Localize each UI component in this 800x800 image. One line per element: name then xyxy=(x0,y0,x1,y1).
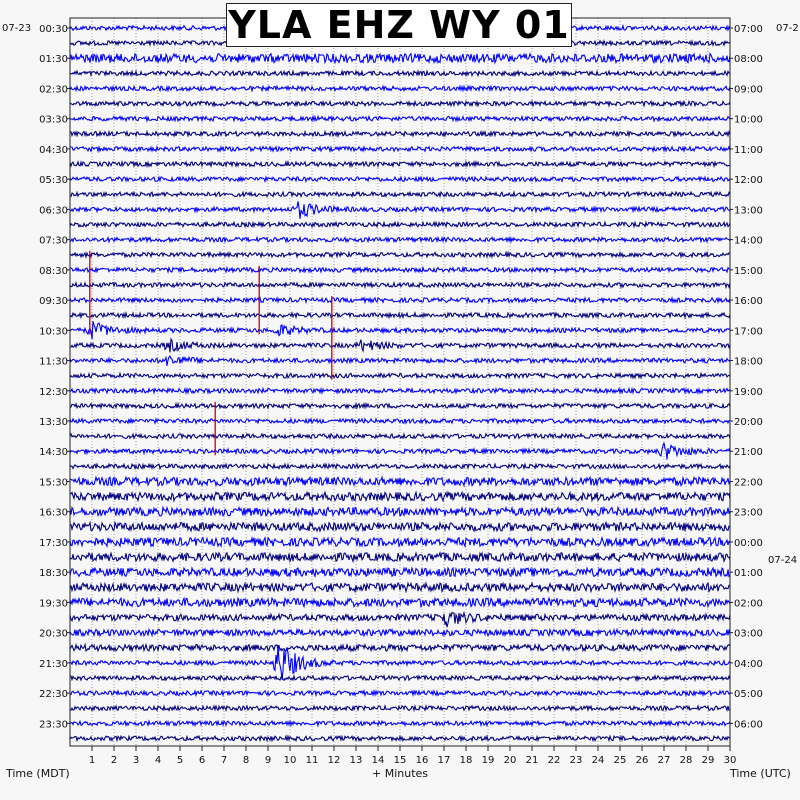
left-time-label: 14:30 xyxy=(39,447,68,459)
left-time-label: 21:30 xyxy=(39,658,68,670)
left-time-label: 19:30 xyxy=(39,598,68,610)
left-time-label: 05:30 xyxy=(39,175,68,187)
right-axis-title: Time (UTC) xyxy=(730,767,791,780)
seismic-trace xyxy=(70,54,730,63)
trace-layer xyxy=(70,26,730,741)
right-time-label: 05:00 xyxy=(734,689,763,701)
x-tick-label: 22 xyxy=(547,755,561,766)
right-date-label: 07-24 xyxy=(768,555,798,566)
x-tick-label: 5 xyxy=(176,755,184,766)
left-time-label: 04:30 xyxy=(39,144,68,156)
x-tick-label: 16 xyxy=(415,755,429,766)
right-time-label: 20:00 xyxy=(734,417,763,429)
right-time-label: 07:00 xyxy=(734,24,763,35)
left-time-axis xyxy=(39,24,70,730)
left-time-label: 00:30 xyxy=(39,24,68,35)
right-time-label: 22:00 xyxy=(734,477,763,489)
x-tick-label: 25 xyxy=(613,755,627,766)
seismic-trace xyxy=(70,404,730,408)
seismic-trace xyxy=(70,538,730,546)
right-time-label: 10:00 xyxy=(734,114,763,126)
x-tick-label: 20 xyxy=(503,755,517,766)
right-time-label: 21:00 xyxy=(734,447,763,459)
x-tick-label: 10 xyxy=(283,755,297,766)
seismic-trace xyxy=(70,237,730,241)
x-tick-label: 17 xyxy=(437,755,451,766)
left-time-label: 07:30 xyxy=(39,235,68,247)
left-time-label: 20:30 xyxy=(39,628,68,640)
seismic-trace xyxy=(70,253,730,257)
right-time-label: 19:00 xyxy=(734,386,763,398)
x-axis-title: + Minutes xyxy=(371,767,429,780)
x-tick-label: 23 xyxy=(569,755,583,766)
right-time-label: 15:00 xyxy=(734,265,763,277)
x-tick-label: 2 xyxy=(110,755,118,766)
left-time-label: 06:30 xyxy=(39,205,68,217)
seismic-trace xyxy=(70,523,730,531)
left-time-label: 10:30 xyxy=(39,326,68,338)
x-tick-label: 24 xyxy=(591,755,605,766)
x-tick-label: 30 xyxy=(723,755,737,766)
left-time-label: 23:30 xyxy=(39,719,68,731)
left-time-label: 17:30 xyxy=(39,537,68,549)
seismic-trace xyxy=(70,339,730,352)
x-tick-label: 3 xyxy=(132,755,140,766)
x-tick-label: 8 xyxy=(242,755,250,766)
left-time-label: 01:30 xyxy=(39,54,68,66)
left-time-label: 18:30 xyxy=(39,568,68,580)
seismic-trace xyxy=(70,645,730,679)
right-time-label: 03:00 xyxy=(734,628,763,640)
seismic-trace xyxy=(70,736,730,740)
x-tick-label: 13 xyxy=(349,755,363,766)
left-time-label: 22:30 xyxy=(39,689,68,701)
seismic-trace xyxy=(70,313,730,317)
left-date-label: 07-23 xyxy=(2,23,32,34)
x-tick-label: 19 xyxy=(481,755,495,766)
chart-title-box xyxy=(226,3,572,47)
right-time-label: 08:00 xyxy=(734,54,763,66)
x-tick-label: 21 xyxy=(525,755,539,766)
x-tick-label: 7 xyxy=(220,755,228,766)
x-tick-label: 12 xyxy=(327,755,341,766)
left-time-label: 12:30 xyxy=(39,386,68,398)
seismic-trace xyxy=(70,464,730,468)
seismic-trace xyxy=(70,477,730,485)
left-time-label: 08:30 xyxy=(39,265,68,277)
right-time-label: 14:00 xyxy=(734,235,763,247)
right-time-label: 12:00 xyxy=(734,175,763,187)
x-tick-label: 9 xyxy=(264,755,272,766)
right-date-label-top: 07-2 xyxy=(776,23,799,34)
x-tick-label: 6 xyxy=(198,755,206,766)
left-time-label: 15:30 xyxy=(39,477,68,489)
right-time-label: 23:00 xyxy=(734,507,763,519)
right-time-label: 16:00 xyxy=(734,296,763,308)
seismic-trace xyxy=(70,721,730,725)
left-time-label: 02:30 xyxy=(39,84,68,96)
seismic-trace xyxy=(70,583,730,591)
right-time-label: 06:00 xyxy=(734,719,763,731)
left-time-label: 11:30 xyxy=(39,356,68,368)
chart-title: YLA EHZ WY 01 xyxy=(228,3,570,47)
right-time-label: 04:00 xyxy=(734,658,763,670)
right-time-label: 17:00 xyxy=(734,326,763,338)
grid-layer xyxy=(92,18,708,746)
seismic-trace xyxy=(70,676,730,680)
seismic-trace xyxy=(70,71,730,75)
seismic-trace xyxy=(70,389,730,393)
left-time-label: 13:30 xyxy=(39,417,68,429)
left-axis-title: Time (MDT) xyxy=(6,767,70,780)
red-mark-layer xyxy=(90,251,332,456)
right-time-axis xyxy=(730,24,763,730)
right-time-label: 18:00 xyxy=(734,356,763,368)
x-tick-label: 11 xyxy=(305,755,319,766)
seismic-trace xyxy=(70,283,730,287)
right-time-label: 02:00 xyxy=(734,598,763,610)
x-tick-label: 18 xyxy=(459,755,473,766)
x-tick-label: 27 xyxy=(657,755,671,766)
x-axis xyxy=(89,746,737,766)
x-tick-label: 1 xyxy=(88,755,96,766)
seismic-trace xyxy=(70,268,730,272)
x-tick-label: 26 xyxy=(635,755,649,766)
seismic-trace xyxy=(70,691,730,695)
left-time-label: 16:30 xyxy=(39,507,68,519)
seismic-trace xyxy=(70,598,730,606)
x-tick-label: 4 xyxy=(154,755,162,766)
seismic-trace xyxy=(70,706,730,710)
seismic-trace xyxy=(70,492,730,500)
x-tick-label: 15 xyxy=(393,755,407,766)
seismic-trace xyxy=(70,508,730,516)
right-time-label: 13:00 xyxy=(734,205,763,217)
right-time-label: 09:00 xyxy=(734,84,763,96)
seismic-trace xyxy=(70,443,730,460)
right-time-label: 00:00 xyxy=(734,537,763,549)
left-time-label: 09:30 xyxy=(39,296,68,308)
left-time-label: 03:30 xyxy=(39,114,68,126)
seismic-trace xyxy=(70,434,730,438)
x-tick-label: 29 xyxy=(701,755,715,766)
x-tick-label: 14 xyxy=(371,755,385,766)
right-time-label: 01:00 xyxy=(734,568,763,580)
x-tick-label: 28 xyxy=(679,755,693,766)
seismic-trace xyxy=(70,568,730,576)
right-time-label: 11:00 xyxy=(734,144,763,156)
seismic-trace xyxy=(70,553,730,561)
